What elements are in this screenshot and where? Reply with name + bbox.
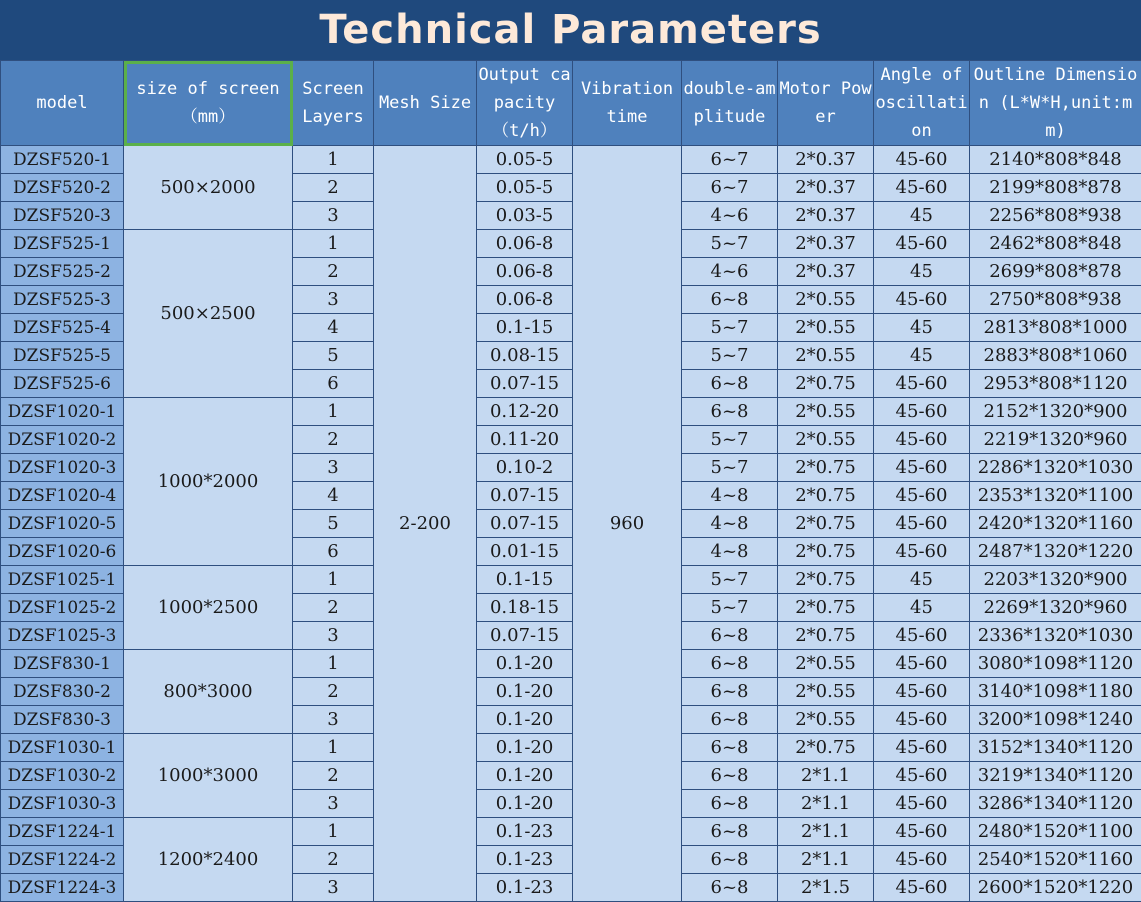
angle-cell[interactable]: 45-60 (874, 846, 970, 874)
mesh-size-cell[interactable]: 2-200 (374, 146, 477, 902)
motor-power-cell[interactable]: 2*0.75 (778, 594, 874, 622)
angle-cell[interactable]: 45-60 (874, 398, 970, 426)
model-cell[interactable]: DZSF1020-2 (1, 426, 124, 454)
double-amplitude-cell[interactable]: 4~8 (682, 482, 778, 510)
double-amplitude-cell[interactable]: 6~8 (682, 650, 778, 678)
screen-layers-cell[interactable]: 2 (293, 258, 374, 286)
angle-cell[interactable]: 45-60 (874, 678, 970, 706)
outline-dimension-cell[interactable]: 2540*1520*1160 (970, 846, 1141, 874)
outline-dimension-cell[interactable]: 2256*808*938 (970, 202, 1141, 230)
outline-dimension-cell[interactable]: 3152*1340*1120 (970, 734, 1141, 762)
motor-power-cell[interactable]: 2*0.55 (778, 286, 874, 314)
angle-cell[interactable]: 45-60 (874, 230, 970, 258)
outline-dimension-cell[interactable]: 3219*1340*1120 (970, 762, 1141, 790)
model-cell[interactable]: DZSF1030-3 (1, 790, 124, 818)
screen-layers-cell[interactable]: 4 (293, 314, 374, 342)
outline-dimension-cell[interactable]: 2353*1320*1100 (970, 482, 1141, 510)
outline-dimension-cell[interactable]: 2487*1320*1220 (970, 538, 1141, 566)
model-cell[interactable]: DZSF525-4 (1, 314, 124, 342)
output-capacity-cell[interactable]: 0.1-15 (477, 314, 573, 342)
double-amplitude-cell[interactable]: 6~8 (682, 678, 778, 706)
model-cell[interactable]: DZSF830-3 (1, 706, 124, 734)
outline-dimension-cell[interactable]: 3200*1098*1240 (970, 706, 1141, 734)
double-amplitude-cell[interactable]: 6~8 (682, 622, 778, 650)
output-capacity-cell[interactable]: 0.07-15 (477, 622, 573, 650)
angle-cell[interactable]: 45-60 (874, 454, 970, 482)
output-capacity-cell[interactable]: 0.1-15 (477, 566, 573, 594)
screen-layers-cell[interactable]: 5 (293, 510, 374, 538)
angle-cell[interactable]: 45-60 (874, 482, 970, 510)
screen-size-cell[interactable]: 1000*2500 (124, 566, 293, 650)
motor-power-cell[interactable]: 2*0.75 (778, 454, 874, 482)
vibration-time-cell[interactable]: 960 (573, 146, 682, 902)
double-amplitude-cell[interactable]: 5~7 (682, 566, 778, 594)
model-cell[interactable]: DZSF1025-1 (1, 566, 124, 594)
double-amplitude-cell[interactable]: 5~7 (682, 426, 778, 454)
screen-layers-cell[interactable]: 3 (293, 706, 374, 734)
output-capacity-cell[interactable]: 0.10-2 (477, 454, 573, 482)
double-amplitude-cell[interactable]: 6~8 (682, 818, 778, 846)
outline-dimension-cell[interactable]: 2462*808*848 (970, 230, 1141, 258)
double-amplitude-cell[interactable]: 6~8 (682, 846, 778, 874)
motor-power-cell[interactable]: 2*0.75 (778, 566, 874, 594)
motor-power-cell[interactable]: 2*0.75 (778, 370, 874, 398)
motor-power-cell[interactable]: 2*0.37 (778, 258, 874, 286)
output-capacity-cell[interactable]: 0.1-20 (477, 734, 573, 762)
outline-dimension-cell[interactable]: 2140*808*848 (970, 146, 1141, 174)
output-capacity-cell[interactable]: 0.07-15 (477, 370, 573, 398)
motor-power-cell[interactable]: 2*0.75 (778, 538, 874, 566)
model-cell[interactable]: DZSF1020-1 (1, 398, 124, 426)
output-capacity-cell[interactable]: 0.1-23 (477, 846, 573, 874)
screen-layers-cell[interactable]: 3 (293, 790, 374, 818)
output-capacity-cell[interactable]: 0.1-20 (477, 678, 573, 706)
double-amplitude-cell[interactable]: 6~8 (682, 706, 778, 734)
model-cell[interactable]: DZSF1030-1 (1, 734, 124, 762)
motor-power-cell[interactable]: 2*1.1 (778, 846, 874, 874)
output-capacity-cell[interactable]: 0.05-5 (477, 174, 573, 202)
angle-cell[interactable]: 45 (874, 566, 970, 594)
table-row (1, 650, 1141, 678)
motor-power-cell[interactable]: 2*0.55 (778, 342, 874, 370)
outline-dimension-cell[interactable]: 2219*1320*960 (970, 426, 1141, 454)
angle-cell[interactable]: 45 (874, 202, 970, 230)
screen-layers-cell[interactable]: 2 (293, 846, 374, 874)
double-amplitude-cell[interactable]: 4~8 (682, 510, 778, 538)
header-size-of-screen[interactable]: size of screen （mm） (124, 61, 293, 146)
screen-layers-cell[interactable]: 1 (293, 734, 374, 762)
model-cell[interactable]: DZSF1030-2 (1, 762, 124, 790)
model-cell[interactable]: DZSF1025-3 (1, 622, 124, 650)
angle-cell[interactable]: 45 (874, 342, 970, 370)
page-title: Technical Parameters (0, 0, 1141, 60)
angle-cell[interactable]: 45-60 (874, 762, 970, 790)
model-cell[interactable]: DZSF1224-1 (1, 818, 124, 846)
output-capacity-cell[interactable]: 0.11-20 (477, 426, 573, 454)
header-vibration-time[interactable]: Vibration time (573, 61, 682, 146)
outline-dimension-cell[interactable]: 2336*1320*1030 (970, 622, 1141, 650)
motor-power-cell[interactable]: 2*0.37 (778, 202, 874, 230)
outline-dimension-cell[interactable]: 2600*1520*1220 (970, 874, 1141, 902)
outline-dimension-cell[interactable]: 2199*808*878 (970, 174, 1141, 202)
angle-cell[interactable]: 45 (874, 314, 970, 342)
motor-power-cell[interactable]: 2*0.37 (778, 230, 874, 258)
outline-dimension-cell[interactable]: 2269*1320*960 (970, 594, 1141, 622)
output-capacity-cell[interactable]: 0.07-15 (477, 510, 573, 538)
header-output-capacity[interactable]: Output capacity （t/h） (477, 61, 573, 146)
screen-size-cell[interactable]: 1000*3000 (124, 734, 293, 818)
angle-cell[interactable]: 45-60 (874, 146, 970, 174)
motor-power-cell[interactable]: 2*0.55 (778, 650, 874, 678)
output-capacity-cell[interactable]: 0.1-20 (477, 650, 573, 678)
table-body (1, 146, 1141, 902)
double-amplitude-cell[interactable]: 5~7 (682, 342, 778, 370)
screen-layers-cell[interactable]: 5 (293, 342, 374, 370)
angle-cell[interactable]: 45-60 (874, 650, 970, 678)
double-amplitude-cell[interactable]: 4~6 (682, 258, 778, 286)
header-angle-of-oscillation[interactable]: Angle of oscillation (874, 61, 970, 146)
header-outline-dimension[interactable]: Outline Dimension (L*W*H,unit:mm) (970, 61, 1141, 146)
output-capacity-cell[interactable]: 0.05-5 (477, 146, 573, 174)
outline-dimension-cell[interactable]: 2699*808*878 (970, 258, 1141, 286)
header-motor-power[interactable]: Motor Power (778, 61, 874, 146)
double-amplitude-cell[interactable]: 6~7 (682, 174, 778, 202)
angle-cell[interactable]: 45 (874, 258, 970, 286)
model-cell[interactable]: DZSF525-2 (1, 258, 124, 286)
model-cell[interactable]: DZSF525-1 (1, 230, 124, 258)
output-capacity-cell[interactable]: 0.1-23 (477, 818, 573, 846)
angle-cell[interactable]: 45-60 (874, 622, 970, 650)
motor-power-cell[interactable]: 2*0.55 (778, 678, 874, 706)
outline-dimension-cell[interactable]: 2883*808*1060 (970, 342, 1141, 370)
screen-layers-cell[interactable]: 3 (293, 286, 374, 314)
outline-dimension-cell[interactable]: 2152*1320*900 (970, 398, 1141, 426)
screen-layers-cell[interactable]: 6 (293, 538, 374, 566)
screen-layers-cell[interactable]: 2 (293, 174, 374, 202)
output-capacity-cell[interactable]: 0.06-8 (477, 230, 573, 258)
model-cell[interactable]: DZSF1224-2 (1, 846, 124, 874)
screen-layers-cell[interactable]: 1 (293, 818, 374, 846)
angle-cell[interactable]: 45-60 (874, 818, 970, 846)
motor-power-cell[interactable]: 2*0.55 (778, 398, 874, 426)
output-capacity-cell[interactable]: 0.07-15 (477, 482, 573, 510)
screen-layers-cell[interactable]: 3 (293, 874, 374, 902)
screen-layers-cell[interactable]: 1 (293, 650, 374, 678)
output-capacity-cell[interactable]: 0.1-23 (477, 874, 573, 902)
double-amplitude-cell[interactable]: 6~8 (682, 762, 778, 790)
header-double-amplitude[interactable]: double-amplitude (682, 61, 778, 146)
model-cell[interactable]: DZSF1020-3 (1, 454, 124, 482)
double-amplitude-cell[interactable]: 6~8 (682, 790, 778, 818)
output-capacity-cell[interactable]: 0.08-15 (477, 342, 573, 370)
screen-layers-cell[interactable]: 2 (293, 762, 374, 790)
angle-cell[interactable]: 45 (874, 594, 970, 622)
motor-power-cell[interactable]: 2*1.1 (778, 762, 874, 790)
double-amplitude-cell[interactable]: 6~8 (682, 398, 778, 426)
double-amplitude-cell[interactable]: 5~7 (682, 454, 778, 482)
angle-cell[interactable]: 45-60 (874, 174, 970, 202)
angle-cell[interactable]: 45-60 (874, 734, 970, 762)
screen-layers-cell[interactable]: 3 (293, 622, 374, 650)
output-capacity-cell[interactable]: 0.1-20 (477, 790, 573, 818)
double-amplitude-cell[interactable]: 4~8 (682, 538, 778, 566)
screen-size-cell[interactable]: 500×2500 (124, 230, 293, 398)
double-amplitude-cell[interactable]: 5~7 (682, 594, 778, 622)
outline-dimension-cell[interactable]: 3286*1340*1120 (970, 790, 1141, 818)
double-amplitude-cell[interactable]: 6~8 (682, 734, 778, 762)
model-cell[interactable]: DZSF520-2 (1, 174, 124, 202)
model-cell[interactable]: DZSF525-5 (1, 342, 124, 370)
screen-layers-cell[interactable]: 1 (293, 230, 374, 258)
screen-size-cell[interactable]: 500×2000 (124, 146, 293, 230)
outline-dimension-cell[interactable]: 2953*808*1120 (970, 370, 1141, 398)
header-row (1, 61, 1141, 146)
table-row (1, 398, 1141, 426)
table-row (1, 734, 1141, 762)
table-row (1, 146, 1141, 174)
screen-layers-cell[interactable]: 2 (293, 594, 374, 622)
angle-cell[interactable]: 45-60 (874, 874, 970, 902)
outline-dimension-cell[interactable]: 2203*1320*900 (970, 566, 1141, 594)
motor-power-cell[interactable]: 2*0.55 (778, 314, 874, 342)
angle-cell[interactable]: 45-60 (874, 370, 970, 398)
outline-dimension-cell[interactable]: 2480*1520*1100 (970, 818, 1141, 846)
double-amplitude-cell[interactable]: 6~8 (682, 286, 778, 314)
motor-power-cell[interactable]: 2*0.37 (778, 146, 874, 174)
screen-layers-cell[interactable]: 6 (293, 370, 374, 398)
screen-layers-cell[interactable]: 2 (293, 678, 374, 706)
motor-power-cell[interactable]: 2*0.37 (778, 174, 874, 202)
screen-layers-cell[interactable]: 4 (293, 482, 374, 510)
motor-power-cell[interactable]: 2*0.75 (778, 734, 874, 762)
output-capacity-cell[interactable]: 0.1-20 (477, 762, 573, 790)
output-capacity-cell[interactable]: 0.06-8 (477, 286, 573, 314)
model-cell[interactable]: DZSF1025-2 (1, 594, 124, 622)
angle-cell[interactable]: 45-60 (874, 706, 970, 734)
model-cell[interactable]: DZSF525-3 (1, 286, 124, 314)
outline-dimension-cell[interactable]: 2286*1320*1030 (970, 454, 1141, 482)
screen-layers-cell[interactable]: 1 (293, 566, 374, 594)
model-cell[interactable]: DZSF830-1 (1, 650, 124, 678)
output-capacity-cell[interactable]: 0.06-8 (477, 258, 573, 286)
parameters-table (0, 60, 1141, 902)
double-amplitude-cell[interactable]: 5~7 (682, 230, 778, 258)
double-amplitude-cell[interactable]: 6~8 (682, 370, 778, 398)
table-row (1, 818, 1141, 846)
header-mesh-size[interactable]: Mesh Size (374, 61, 477, 146)
motor-power-cell[interactable]: 2*0.55 (778, 706, 874, 734)
header-model[interactable]: model (1, 61, 124, 146)
output-capacity-cell[interactable]: 0.12-20 (477, 398, 573, 426)
output-capacity-cell[interactable]: 0.1-20 (477, 706, 573, 734)
screen-layers-cell[interactable]: 2 (293, 426, 374, 454)
model-cell[interactable]: DZSF1020-6 (1, 538, 124, 566)
outline-dimension-cell[interactable]: 3080*1098*1120 (970, 650, 1141, 678)
header-screen-layers[interactable]: Screen Layers (293, 61, 374, 146)
screen-size-cell[interactable]: 1000*2000 (124, 398, 293, 566)
motor-power-cell[interactable]: 2*0.75 (778, 482, 874, 510)
model-cell[interactable]: DZSF1020-5 (1, 510, 124, 538)
outline-dimension-cell[interactable]: 3140*1098*1180 (970, 678, 1141, 706)
screen-layers-cell[interactable]: 3 (293, 202, 374, 230)
model-cell[interactable]: DZSF520-1 (1, 146, 124, 174)
output-capacity-cell[interactable]: 0.03-5 (477, 202, 573, 230)
angle-cell[interactable]: 45-60 (874, 510, 970, 538)
motor-power-cell[interactable]: 2*0.75 (778, 622, 874, 650)
table-row (1, 230, 1141, 258)
output-capacity-cell[interactable]: 0.18-15 (477, 594, 573, 622)
motor-power-cell[interactable]: 2*1.5 (778, 874, 874, 902)
double-amplitude-cell[interactable]: 4~6 (682, 202, 778, 230)
output-capacity-cell[interactable]: 0.01-15 (477, 538, 573, 566)
double-amplitude-cell[interactable]: 6~8 (682, 874, 778, 902)
motor-power-cell[interactable]: 2*0.75 (778, 510, 874, 538)
model-cell[interactable]: DZSF520-3 (1, 202, 124, 230)
double-amplitude-cell[interactable]: 6~7 (682, 146, 778, 174)
outline-dimension-cell[interactable]: 2420*1320*1160 (970, 510, 1141, 538)
model-cell[interactable]: DZSF1020-4 (1, 482, 124, 510)
table-row (1, 566, 1141, 594)
screen-layers-cell[interactable]: 1 (293, 398, 374, 426)
angle-cell[interactable]: 45-60 (874, 426, 970, 454)
angle-cell[interactable]: 45-60 (874, 286, 970, 314)
motor-power-cell[interactable]: 2*0.55 (778, 426, 874, 454)
screen-size-cell[interactable]: 1200*2400 (124, 818, 293, 902)
motor-power-cell[interactable]: 2*1.1 (778, 818, 874, 846)
screen-size-cell[interactable]: 800*3000 (124, 650, 293, 734)
screen-layers-cell[interactable]: 3 (293, 454, 374, 482)
model-cell[interactable]: DZSF1224-3 (1, 874, 124, 902)
double-amplitude-cell[interactable]: 5~7 (682, 314, 778, 342)
angle-cell[interactable]: 45-60 (874, 790, 970, 818)
outline-dimension-cell[interactable]: 2813*808*1000 (970, 314, 1141, 342)
outline-dimension-cell[interactable]: 2750*808*938 (970, 286, 1141, 314)
motor-power-cell[interactable]: 2*1.1 (778, 790, 874, 818)
screen-layers-cell[interactable]: 1 (293, 146, 374, 174)
angle-cell[interactable]: 45-60 (874, 538, 970, 566)
model-cell[interactable]: DZSF525-6 (1, 370, 124, 398)
model-cell[interactable]: DZSF830-2 (1, 678, 124, 706)
